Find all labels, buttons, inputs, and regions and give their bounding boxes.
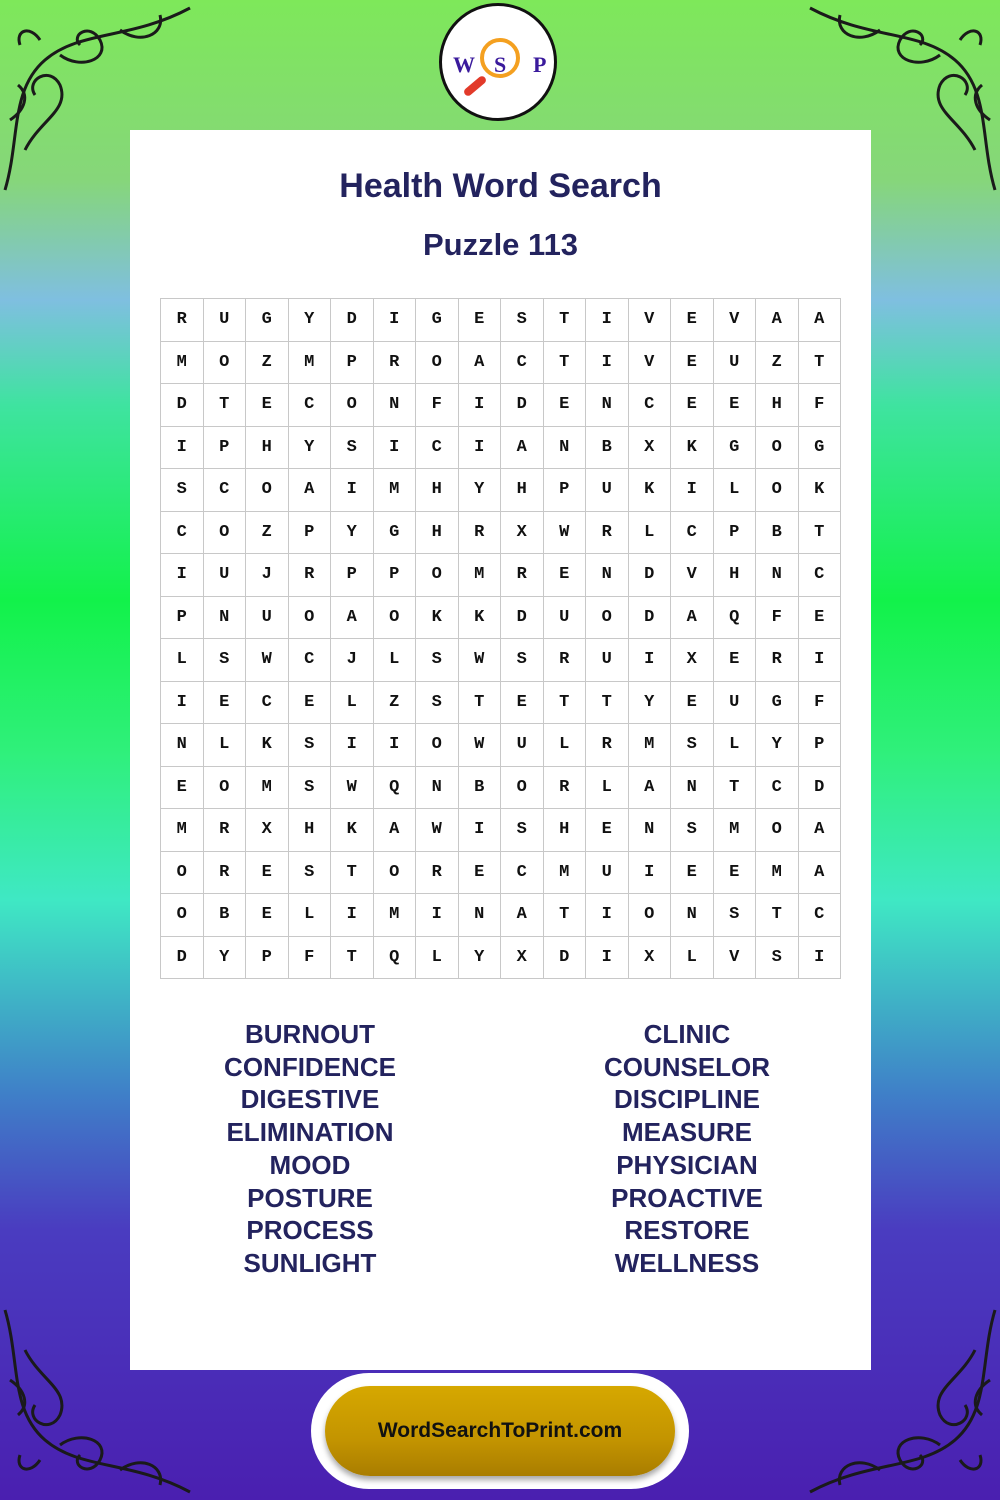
grid-cell[interactable]: S — [416, 682, 459, 725]
grid-cell[interactable]: M — [374, 894, 417, 937]
grid-cell[interactable]: H — [289, 809, 332, 852]
grid-cell[interactable]: F — [289, 937, 332, 980]
grid-cell[interactable]: M — [459, 554, 502, 597]
grid-cell[interactable]: E — [544, 384, 587, 427]
grid-cell[interactable]: B — [459, 767, 502, 810]
grid-cell[interactable]: U — [586, 852, 629, 895]
grid-cell[interactable]: C — [289, 639, 332, 682]
grid-cell[interactable]: E — [246, 894, 289, 937]
grid-cell[interactable]: O — [756, 427, 799, 470]
grid-cell[interactable]: F — [416, 384, 459, 427]
grid-cell[interactable]: E — [289, 682, 332, 725]
grid-cell[interactable]: C — [246, 682, 289, 725]
magnifier-handle-icon — [462, 75, 487, 98]
word-list-item: DIGESTIVE — [240, 1084, 380, 1115]
logo-letter-s: S — [494, 52, 507, 77]
grid-cell[interactable]: M — [289, 342, 332, 385]
word-list-item: COUNSELOR — [603, 1051, 771, 1082]
grid-cell[interactable]: O — [756, 469, 799, 512]
grid-cell[interactable]: N — [416, 767, 459, 810]
word-list-item: POSTURE — [247, 1182, 373, 1213]
word-list-item: WELLNESS — [614, 1247, 760, 1278]
grid-cell[interactable]: C — [799, 554, 842, 597]
grid-cell[interactable]: V — [714, 937, 757, 980]
grid-cell[interactable]: L — [714, 469, 757, 512]
grid-cell[interactable]: G — [714, 427, 757, 470]
grid-cell[interactable]: I — [671, 469, 714, 512]
grid-cell[interactable]: P — [714, 512, 757, 555]
grid-cell[interactable]: Z — [246, 512, 289, 555]
grid-cell[interactable]: C — [416, 427, 459, 470]
grid-cell[interactable]: C — [671, 512, 714, 555]
grid-cell[interactable]: B — [586, 427, 629, 470]
grid-cell[interactable]: S — [671, 809, 714, 852]
grid-cell[interactable]: Y — [289, 427, 332, 470]
grid-cell[interactable]: B — [756, 512, 799, 555]
grid-cell[interactable]: N — [161, 724, 204, 767]
grid-cell[interactable]: U — [714, 342, 757, 385]
grid-cell[interactable]: J — [246, 554, 289, 597]
grid-cell[interactable]: T — [204, 384, 247, 427]
site-banner-pill[interactable] — [325, 1386, 675, 1476]
grid-cell[interactable]: I — [416, 894, 459, 937]
grid-cell[interactable]: Y — [204, 937, 247, 980]
grid-cell[interactable]: R — [204, 852, 247, 895]
wsp-logo — [439, 3, 557, 121]
grid-cell[interactable]: N — [374, 384, 417, 427]
grid-cell[interactable]: O — [246, 469, 289, 512]
grid-cell[interactable]: V — [671, 554, 714, 597]
grid-cell[interactable]: D — [544, 937, 587, 980]
grid-cell[interactable]: S — [756, 937, 799, 980]
grid-cell[interactable]: I — [799, 639, 842, 682]
grid-cell[interactable]: X — [629, 427, 672, 470]
grid-cell[interactable]: U — [586, 639, 629, 682]
grid-cell[interactable]: O — [586, 597, 629, 640]
grid-cell[interactable]: K — [799, 469, 842, 512]
grid-cell[interactable]: W — [544, 512, 587, 555]
grid-cell[interactable]: X — [501, 512, 544, 555]
grid-cell[interactable]: O — [501, 767, 544, 810]
grid-cell[interactable]: T — [799, 342, 842, 385]
grid-cell[interactable]: G — [756, 682, 799, 725]
grid-cell[interactable]: I — [161, 427, 204, 470]
grid-cell[interactable]: S — [289, 767, 332, 810]
grid-cell[interactable]: E — [714, 852, 757, 895]
grid-cell[interactable]: T — [544, 299, 587, 342]
letter-grid — [160, 298, 841, 979]
grid-cell[interactable]: R — [374, 342, 417, 385]
grid-cell[interactable]: H — [416, 469, 459, 512]
grid-cell[interactable]: S — [289, 724, 332, 767]
grid-cell[interactable]: Z — [756, 342, 799, 385]
grid-cell[interactable]: R — [586, 512, 629, 555]
grid-cell[interactable]: D — [799, 767, 842, 810]
grid-cell[interactable]: F — [799, 384, 842, 427]
grid-cell[interactable]: U — [246, 597, 289, 640]
grid-cell[interactable]: N — [671, 894, 714, 937]
grid-cell[interactable]: U — [714, 682, 757, 725]
grid-cell[interactable]: C — [501, 852, 544, 895]
grid-cell[interactable]: O — [204, 512, 247, 555]
grid-cell[interactable]: I — [586, 937, 629, 980]
grid-cell[interactable]: Y — [459, 469, 502, 512]
grid-cell[interactable]: U — [204, 299, 247, 342]
grid-cell[interactable]: E — [204, 682, 247, 725]
grid-cell[interactable]: G — [246, 299, 289, 342]
grid-cell[interactable]: M — [374, 469, 417, 512]
grid-cell[interactable]: K — [671, 427, 714, 470]
grid-cell[interactable]: A — [289, 469, 332, 512]
grid-cell[interactable]: R — [756, 639, 799, 682]
grid-cell[interactable]: F — [799, 682, 842, 725]
grid-cell[interactable]: Y — [459, 937, 502, 980]
grid-cell[interactable]: A — [331, 597, 374, 640]
grid-cell[interactable]: R — [416, 852, 459, 895]
grid-cell[interactable]: H — [714, 554, 757, 597]
grid-cell[interactable]: S — [289, 852, 332, 895]
grid-cell[interactable]: G — [416, 299, 459, 342]
grid-cell[interactable]: T — [714, 767, 757, 810]
grid-cell[interactable]: I — [629, 639, 672, 682]
grid-cell[interactable]: I — [161, 554, 204, 597]
grid-cell[interactable]: S — [161, 469, 204, 512]
grid-cell[interactable]: H — [756, 384, 799, 427]
word-list-item: BURNOUT — [245, 1019, 375, 1049]
grid-cell[interactable]: I — [331, 894, 374, 937]
grid-cell[interactable]: R — [501, 554, 544, 597]
grid-cell[interactable]: W — [459, 639, 502, 682]
grid-cell[interactable]: Q — [714, 597, 757, 640]
grid-cell[interactable]: H — [544, 809, 587, 852]
grid-cell[interactable]: E — [714, 384, 757, 427]
grid-cell[interactable]: L — [714, 724, 757, 767]
grid-cell[interactable]: G — [799, 427, 842, 470]
grid-cell[interactable]: U — [204, 554, 247, 597]
grid-cell[interactable]: M — [544, 852, 587, 895]
grid-cell[interactable]: Y — [289, 299, 332, 342]
grid-cell[interactable]: R — [204, 809, 247, 852]
grid-cell[interactable]: Y — [331, 512, 374, 555]
grid-cell[interactable]: Z — [246, 342, 289, 385]
grid-cell[interactable]: X — [246, 809, 289, 852]
grid-cell[interactable]: Y — [756, 724, 799, 767]
grid-cell[interactable]: I — [161, 682, 204, 725]
grid-cell[interactable]: A — [799, 809, 842, 852]
grid-cell[interactable]: D — [331, 299, 374, 342]
grid-cell[interactable]: B — [204, 894, 247, 937]
grid-cell[interactable]: X — [501, 937, 544, 980]
grid-cell[interactable]: C — [756, 767, 799, 810]
grid-cell[interactable]: Q — [374, 937, 417, 980]
grid-cell[interactable]: D — [501, 384, 544, 427]
grid-cell[interactable]: P — [544, 469, 587, 512]
grid-cell[interactable]: E — [671, 384, 714, 427]
grid-cell[interactable]: W — [246, 639, 289, 682]
grid-cell[interactable]: U — [544, 597, 587, 640]
grid-cell[interactable]: T — [331, 852, 374, 895]
grid-cell[interactable]: O — [374, 597, 417, 640]
word-list-item: ELIMINATION — [226, 1117, 394, 1148]
grid-cell[interactable]: M — [161, 342, 204, 385]
grid-cell[interactable]: D — [501, 597, 544, 640]
grid-cell[interactable]: O — [416, 724, 459, 767]
grid-cell[interactable]: A — [374, 809, 417, 852]
word-list-left — [125, 1018, 495, 1280]
site-name[interactable]: WordSearchToPrint.com — [377, 1419, 623, 1442]
grid-cell[interactable]: H — [501, 469, 544, 512]
grid-cell[interactable]: P — [289, 512, 332, 555]
grid-cell[interactable]: L — [289, 894, 332, 937]
grid-cell[interactable]: K — [629, 469, 672, 512]
grid-cell[interactable]: I — [586, 894, 629, 937]
grid-cell[interactable]: C — [204, 469, 247, 512]
logo-letter-p: P — [533, 52, 547, 77]
site-banner[interactable] — [311, 1373, 689, 1489]
logo-letter-w: W — [453, 52, 475, 77]
grid-cell[interactable]: W — [416, 809, 459, 852]
grid-cell[interactable]: O — [331, 384, 374, 427]
grid-cell[interactable]: E — [501, 682, 544, 725]
grid-cell[interactable]: I — [799, 937, 842, 980]
grid-cell[interactable]: T — [544, 342, 587, 385]
grid-cell[interactable]: E — [671, 342, 714, 385]
grid-cell[interactable]: S — [204, 639, 247, 682]
grid-cell[interactable]: E — [161, 767, 204, 810]
grid-cell[interactable]: E — [544, 554, 587, 597]
grid-cell[interactable]: L — [161, 639, 204, 682]
grid-cell[interactable]: W — [459, 724, 502, 767]
grid-cell[interactable]: L — [671, 937, 714, 980]
grid-cell[interactable]: A — [459, 342, 502, 385]
word-list-right — [502, 1018, 872, 1280]
grid-cell[interactable]: A — [629, 767, 672, 810]
grid-cell[interactable]: D — [629, 597, 672, 640]
grid-cell[interactable]: R — [459, 512, 502, 555]
grid-cell[interactable]: X — [671, 639, 714, 682]
grid-cell[interactable]: S — [714, 894, 757, 937]
grid-cell[interactable]: J — [331, 639, 374, 682]
word-list-item: PROACTIVE — [611, 1182, 763, 1213]
grid-cell[interactable]: D — [161, 937, 204, 980]
grid-cell[interactable]: N — [586, 554, 629, 597]
grid-cell[interactable]: O — [374, 852, 417, 895]
grid-cell[interactable]: M — [629, 724, 672, 767]
grid-cell[interactable]: E — [459, 852, 502, 895]
grid-cell[interactable]: M — [246, 767, 289, 810]
grid-cell[interactable]: A — [756, 299, 799, 342]
grid-cell[interactable]: K — [331, 809, 374, 852]
grid-cell[interactable]: E — [799, 597, 842, 640]
grid-cell[interactable]: O — [289, 597, 332, 640]
grid-cell[interactable]: S — [331, 427, 374, 470]
grid-cell[interactable]: Z — [374, 682, 417, 725]
grid-cell[interactable]: R — [586, 724, 629, 767]
grid-cell[interactable]: U — [586, 469, 629, 512]
grid-cell[interactable]: P — [331, 342, 374, 385]
word-list-item: PROCESS — [246, 1215, 374, 1246]
grid-cell[interactable]: L — [204, 724, 247, 767]
grid-cell[interactable]: C — [161, 512, 204, 555]
grid-cell[interactable]: E — [714, 639, 757, 682]
grid-cell[interactable]: V — [629, 299, 672, 342]
grid-cell[interactable]: O — [629, 894, 672, 937]
grid-cell[interactable]: I — [459, 427, 502, 470]
grid-cell[interactable]: T — [586, 682, 629, 725]
grid-cell[interactable]: G — [374, 512, 417, 555]
puzzle-card — [130, 130, 871, 1370]
grid-cell[interactable]: I — [459, 809, 502, 852]
grid-cell[interactable]: A — [501, 427, 544, 470]
grid-cell[interactable]: N — [544, 427, 587, 470]
grid-cell[interactable]: Y — [629, 682, 672, 725]
word-list-item: CLINIC — [643, 1019, 731, 1049]
grid-cell[interactable]: I — [586, 299, 629, 342]
grid-cell[interactable]: S — [501, 639, 544, 682]
grid-cell[interactable]: A — [799, 299, 842, 342]
grid-cell[interactable]: O — [204, 767, 247, 810]
grid-cell[interactable]: T — [459, 682, 502, 725]
grid-cell[interactable]: S — [416, 639, 459, 682]
grid-cell[interactable]: E — [671, 682, 714, 725]
grid-cell[interactable]: P — [161, 597, 204, 640]
grid-cell[interactable]: S — [671, 724, 714, 767]
grid-cell[interactable]: U — [501, 724, 544, 767]
grid-cell[interactable]: A — [501, 894, 544, 937]
grid-cell[interactable]: L — [586, 767, 629, 810]
grid-cell[interactable]: C — [289, 384, 332, 427]
grid-cell[interactable]: L — [374, 639, 417, 682]
grid-cell[interactable]: R — [544, 639, 587, 682]
grid-cell[interactable]: O — [416, 554, 459, 597]
grid-cell[interactable]: I — [374, 427, 417, 470]
word-list-item: RESTORE — [624, 1215, 750, 1246]
grid-cell[interactable]: O — [416, 342, 459, 385]
grid-cell[interactable]: L — [629, 512, 672, 555]
grid-cell[interactable]: I — [331, 469, 374, 512]
grid-cell[interactable]: P — [204, 427, 247, 470]
grid-cell[interactable]: N — [204, 597, 247, 640]
grid-cell[interactable]: L — [416, 937, 459, 980]
grid-cell[interactable]: R — [289, 554, 332, 597]
grid-cell[interactable]: R — [161, 299, 204, 342]
grid-cell[interactable]: E — [586, 809, 629, 852]
grid-cell[interactable]: K — [416, 597, 459, 640]
grid-cell[interactable]: I — [374, 724, 417, 767]
grid-cell[interactable]: I — [459, 384, 502, 427]
grid-cell[interactable]: M — [714, 809, 757, 852]
grid-cell[interactable]: C — [629, 384, 672, 427]
word-list-item: MOOD — [269, 1149, 351, 1180]
grid-cell[interactable]: H — [416, 512, 459, 555]
grid-cell[interactable]: E — [246, 852, 289, 895]
grid-cell[interactable]: X — [629, 937, 672, 980]
grid-cell[interactable]: I — [629, 852, 672, 895]
grid-cell[interactable]: I — [331, 724, 374, 767]
grid-cell[interactable]: K — [246, 724, 289, 767]
page-title: Health Word Search — [339, 167, 662, 205]
grid-cell[interactable]: C — [799, 894, 842, 937]
grid-cell[interactable]: O — [161, 894, 204, 937]
grid-cell[interactable]: K — [459, 597, 502, 640]
grid-cell[interactable]: E — [246, 384, 289, 427]
grid-cell[interactable]: N — [756, 554, 799, 597]
grid-cell[interactable]: R — [544, 767, 587, 810]
grid-cell[interactable]: E — [671, 852, 714, 895]
grid-cell[interactable]: H — [246, 427, 289, 470]
grid-cell[interactable]: S — [501, 809, 544, 852]
grid-cell[interactable]: T — [544, 682, 587, 725]
grid-cell[interactable]: N — [459, 894, 502, 937]
grid-cell[interactable]: I — [586, 342, 629, 385]
grid-cell[interactable]: P — [799, 724, 842, 767]
grid-cell[interactable]: T — [799, 512, 842, 555]
word-list-item: MEASURE — [621, 1117, 752, 1148]
grid-cell[interactable]: P — [246, 937, 289, 980]
grid-cell[interactable]: V — [629, 342, 672, 385]
grid-cell[interactable]: W — [331, 767, 374, 810]
grid-cell[interactable]: N — [586, 384, 629, 427]
grid-cell[interactable]: Q — [374, 767, 417, 810]
word-list-item: DISCIPLINE — [614, 1084, 760, 1115]
grid-cell[interactable]: F — [756, 597, 799, 640]
grid-cell[interactable]: T — [544, 894, 587, 937]
grid-cell[interactable]: P — [331, 554, 374, 597]
word-list-item: PHYSICIAN — [616, 1149, 758, 1180]
word-list-item: SUNLIGHT — [243, 1247, 377, 1278]
puzzle-number: Puzzle 113 — [422, 227, 579, 262]
grid-cell[interactable]: A — [671, 597, 714, 640]
grid-cell[interactable]: M — [161, 809, 204, 852]
grid-cell[interactable]: T — [331, 937, 374, 980]
grid-cell[interactable]: P — [374, 554, 417, 597]
grid-cell[interactable]: D — [629, 554, 672, 597]
grid-cell[interactable]: A — [799, 852, 842, 895]
grid-cell[interactable]: N — [671, 767, 714, 810]
grid-cell[interactable]: V — [714, 299, 757, 342]
grid-cell[interactable]: D — [161, 384, 204, 427]
grid-cell[interactable]: O — [161, 852, 204, 895]
grid-cell[interactable]: S — [501, 299, 544, 342]
grid-cell[interactable]: T — [756, 894, 799, 937]
grid-cell[interactable]: O — [756, 809, 799, 852]
grid-cell[interactable]: N — [629, 809, 672, 852]
grid-cell[interactable]: I — [374, 299, 417, 342]
grid-cell[interactable]: C — [501, 342, 544, 385]
grid-cell[interactable]: E — [459, 299, 502, 342]
grid-cell[interactable]: L — [331, 682, 374, 725]
grid-cell[interactable]: L — [544, 724, 587, 767]
word-list-item: CONFIDENCE — [224, 1051, 396, 1082]
grid-cell[interactable]: E — [671, 299, 714, 342]
grid-cell[interactable]: O — [204, 342, 247, 385]
grid-cell[interactable]: M — [756, 852, 799, 895]
